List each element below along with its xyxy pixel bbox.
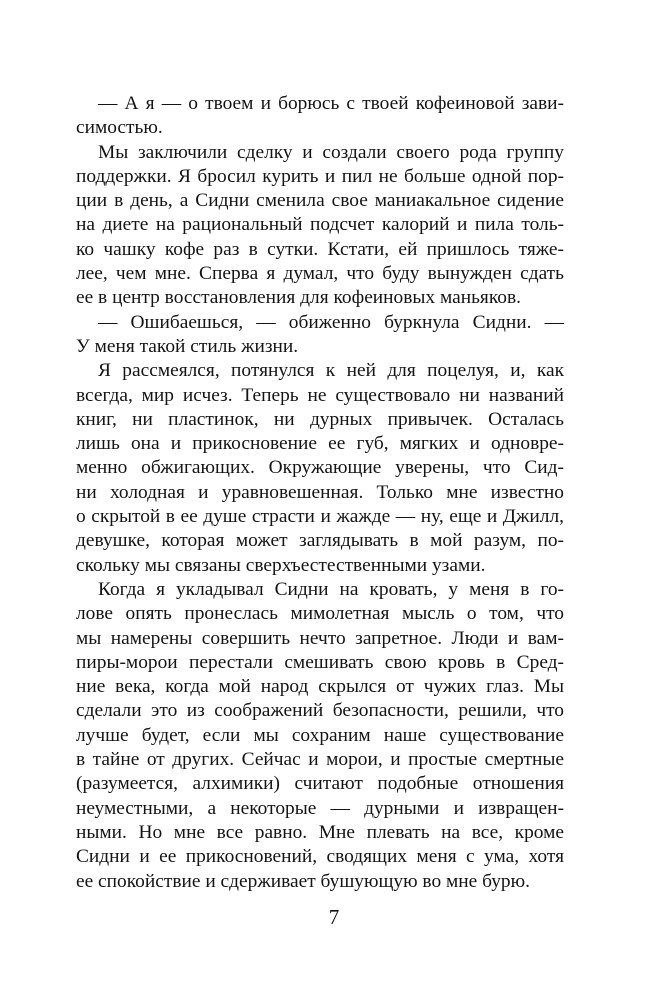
text-line: Я рассмеялся, потянулся к ней для поцелуя, и, как [98,360,564,382]
text-line: в тайне от других. Сейчас и морои, и простые смертные [76,749,564,771]
text-line: У меня такой стиль жизни. [76,335,299,357]
text-line: на диете на рациональный подсчет калорий и пила толь- [76,214,564,236]
text-line: лучше будет, если мы сохраним наше существование [76,724,564,746]
text-line: ко чашку кофе раз в сутки. Кстати, ей пришлось тяже- [76,238,564,260]
text-line: Мы заключили сделку и создали своего рода группу [98,141,564,163]
text-line: ции в день, а Сидни сменила свое маниакальное сидение [76,190,564,212]
text-line: всегда, мир исчез. Теперь не существовало ни названий [76,384,564,406]
text-line: лове опять пронеслась мимолетная мысль о том, что [76,603,564,625]
text-line: — Ошибаешься, — обиженно буркнула Сидни. — [98,311,564,333]
paragraph [76,141,564,311]
paragraph [76,578,564,894]
text-line: о скрытой в ее душе страсти и жажде — ну, еще и Джилл, [76,506,564,528]
text-line: книг, ни пластинок, ни дурных привычек. Осталась [76,408,564,430]
paragraph [76,92,564,141]
text-line: Когда я укладывал Сидни на кровать, у меня в го- [98,578,564,600]
text-line: неуместными, а некоторые — дурными и извращен- [76,797,564,819]
text-line: лишь она и прикосновение ее губ, мягких и одновре- [76,433,564,455]
text-line: сделали это из соображений безопасности, решили, что [76,700,564,722]
body-text [76,92,564,894]
text-line: девушке, которая может заглядывать в мой разум, по- [76,530,564,552]
paragraph [76,359,564,578]
text-line: Сидни и ее прикосновений, сводящих меня с ума, хотя [76,846,564,868]
text-line: симостью. [76,117,163,139]
text-line: ее в центр восстановления для кофеиновых маньяков. [76,287,521,309]
text-line: ни холодная и уравновешенная. Только мне известно [76,481,564,503]
text-line: ние века, когда мой народ скрылся от чужих глаз. Мы [76,676,564,698]
text-line: мы намерены совершить нечто запретное. Люди и вам- [76,627,564,649]
text-line: лее, чем мне. Сперва я думал, что буду вынужден сдать [76,263,564,285]
text-line: пиры-морои перестали смешивать свою кровь в Сред- [76,651,564,673]
text-line: (разумеется, алхимики) считают подобные отношения [76,773,564,795]
text-line: поддержки. Я бросил курить и пил не больше одной пор- [76,165,564,187]
text-line: ными. Но мне все равно. Мне плевать на все, кроме [76,821,564,843]
page-number: 7 [328,905,340,929]
paragraph [76,311,564,360]
text-line: — А я — о твоем и борюсь с твоей кофеиновой зави- [98,93,564,114]
text-line: скольку мы связаны сверхъестественными узами. [76,554,486,576]
text-line: ее спокойствие и сдерживает бушующую во мне бурю. [76,870,530,892]
text-line: менно обжигающих. Окружающие уверены, что Сид- [76,457,564,479]
